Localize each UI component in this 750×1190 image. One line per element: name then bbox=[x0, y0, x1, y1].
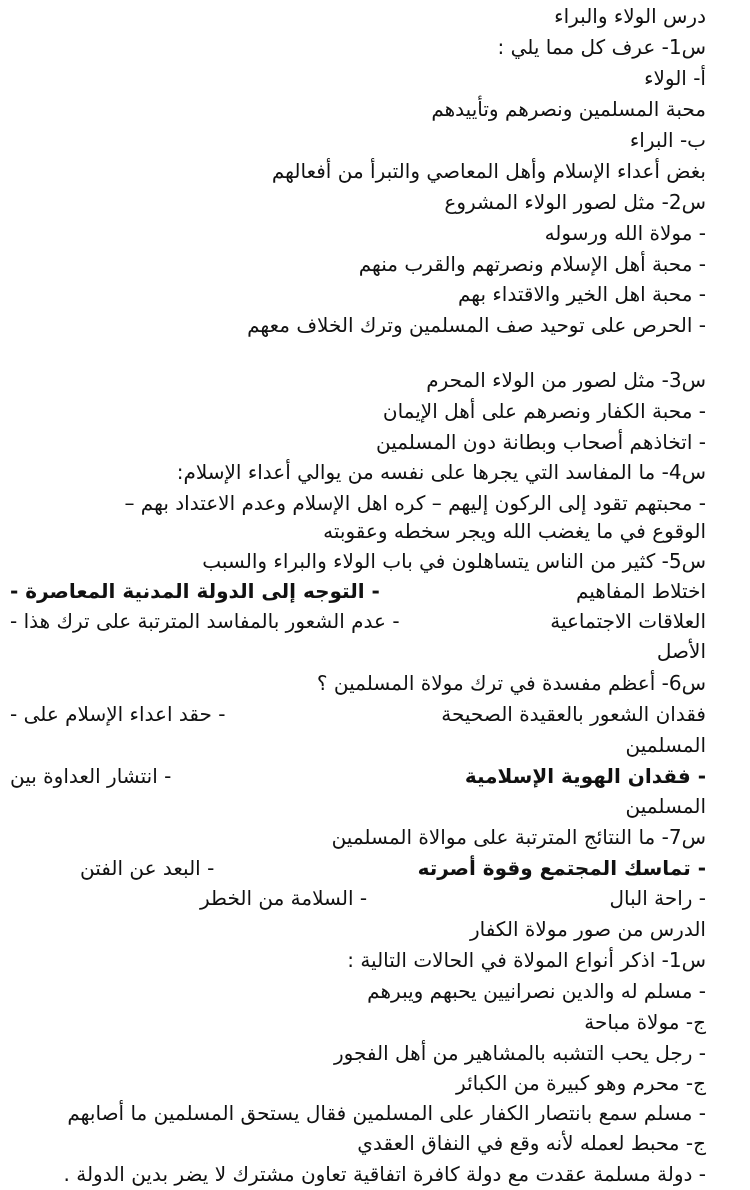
bullet-3-1: - محبة الكفار ونصرهم على أهل الإيمان bbox=[382, 399, 706, 423]
answer-6-hatred: - حقد اعداء الإسلام على - bbox=[10, 702, 226, 726]
answer-5-row-1 bbox=[10, 575, 706, 607]
answer-6-row-4: المسلمين bbox=[625, 794, 706, 818]
bullet-2-3: - محبة اهل الخير والاقتداء بهم bbox=[457, 282, 706, 306]
question-5: س5- كثير من الناس يتساهلون في باب الولاء والبراء والسبب bbox=[202, 549, 706, 573]
answer-7-row-1 bbox=[10, 852, 706, 884]
case-2: - رجل يحب التشبه بالمشاهير من أهل الفجور bbox=[333, 1041, 706, 1065]
answer-5-social: العلاقات الاجتماعية bbox=[550, 609, 706, 633]
case-1-answer: ج- مولاة مباحة bbox=[584, 1010, 706, 1034]
bullet-2-4: - الحرص على توحيد صف المسلمين وترك الخلاف معهم bbox=[247, 313, 706, 337]
answer-7-safety: - السلامة من الخطر bbox=[200, 886, 368, 910]
answer-7-cohesion: - تماسك المجتمع وقوة أصرته bbox=[417, 856, 706, 880]
case-2-answer: ج- محرم وهو كبيرة من الكبائر bbox=[456, 1071, 706, 1095]
question-2: س2- مثل لصور الولاء المشروع bbox=[444, 190, 706, 214]
answer-4-line-1: - محبتهم تقود إلى الركون إليهم – كره اهل الإسلام وعدم الاعتداد بهم – bbox=[124, 491, 706, 515]
answer-4-line-2: الوقوع في ما يغضب الله ويجر سخطه وعقوبته bbox=[323, 519, 706, 543]
answer-7-row-2 bbox=[10, 882, 706, 914]
answer-wala: محبة المسلمين ونصرهم وتأييدهم bbox=[431, 97, 706, 121]
lesson-2-question-1: س1- اذكر أنواع المولاة في الحالات التالية : bbox=[347, 948, 706, 972]
answer-6-enmity: - انتشار العداوة بين bbox=[10, 764, 172, 788]
question-1: س1- عرف كل مما يلي : bbox=[497, 35, 706, 59]
bullet-2-2: - محبة أهل الإسلام ونصرتهم والقرب منهم bbox=[358, 252, 706, 276]
case-3: - مسلم سمع بانتصار الكفار على المسلمين فقال يستحق المسلمين ما أصابهم bbox=[67, 1101, 706, 1125]
answer-5-awareness: - عدم الشعور بالمفاسد المترتبة على ترك هذا - bbox=[10, 609, 400, 633]
item-bara: ب- البراء bbox=[629, 128, 706, 152]
question-6: س6- أعظم مفسدة في ترك مولاة المسلمين ؟ bbox=[316, 671, 706, 695]
answer-6-identity: - فقدان الهوية الإسلامية bbox=[464, 764, 706, 788]
answer-5-civil-state: - التوجه إلى الدولة المدنية المعاصرة - bbox=[10, 579, 380, 603]
answer-7-strife: - البعد عن الفتن bbox=[80, 856, 215, 880]
answer-6-row-2: المسلمين bbox=[625, 733, 706, 757]
answer-bara: بغض أعداء الإسلام وأهل المعاصي والتبرأ من أفعالهم bbox=[271, 159, 706, 183]
answer-5-concepts: اختلاط المفاهيم bbox=[575, 579, 706, 603]
bullet-3-2: - اتخاذهم أصحاب وبطانة دون المسلمين bbox=[375, 430, 706, 454]
answer-5-row-3: الأصل bbox=[656, 639, 706, 663]
lesson-2-title: الدرس من صور مولاة الكفار bbox=[469, 917, 706, 941]
answer-7-peace: - راحة البال bbox=[609, 886, 706, 910]
case-1: - مسلم له والدين نصرانيين يحبهم ويبرهم bbox=[367, 979, 706, 1003]
item-wala: أ- الولاء bbox=[644, 66, 706, 90]
answer-6-creed: فقدان الشعور بالعقيدة الصحيحة bbox=[441, 702, 706, 726]
question-7: س7- ما النتائج المترتبة على موالاة المسلمين bbox=[331, 825, 706, 849]
lesson-title: درس الولاء والبراء bbox=[554, 4, 706, 28]
question-3: س3- مثل لصور من الولاء المحرم bbox=[426, 368, 706, 392]
answer-5-row-2 bbox=[10, 605, 706, 637]
question-4: س4- ما المفاسد التي يجرها على نفسه من يوالي أعداء الإسلام: bbox=[176, 460, 706, 484]
bullet-2-1: - مولاة الله ورسوله bbox=[544, 221, 706, 245]
case-3-answer: ج- محبط لعمله لأنه وقع في النفاق العقدي bbox=[357, 1131, 706, 1155]
answer-6-row-1 bbox=[10, 698, 706, 730]
answer-6-row-3 bbox=[10, 760, 706, 792]
case-4: - دولة مسلمة عقدت مع دولة كافرة اتفاقية تعاون مشترك لا يضر بدين الدولة . bbox=[63, 1162, 706, 1186]
